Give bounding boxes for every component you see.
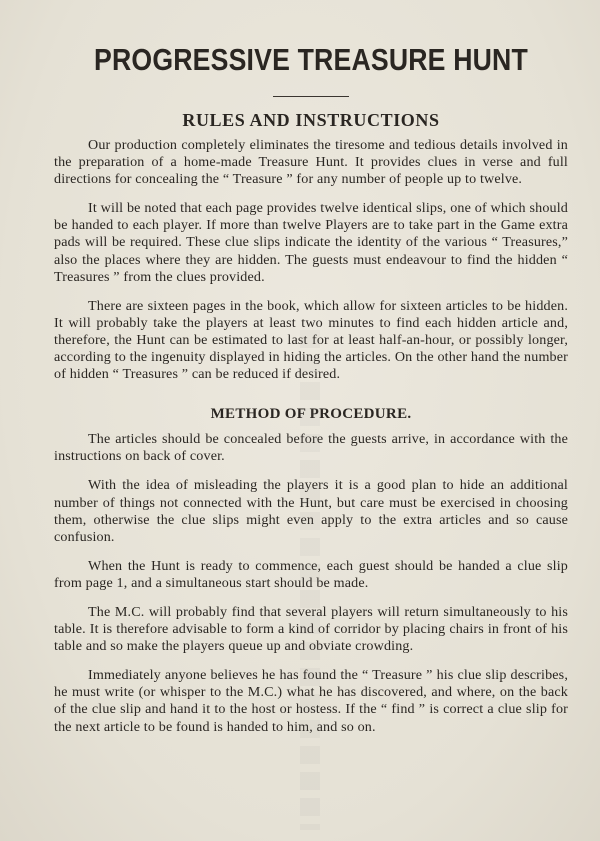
rules-paragraph-3: There are sixteen pages in the book, which allow for sixteen articles to be hidden. It will probably take the players at least two minutes to find each hidden article and, therefore, the Hunt can be estimated to last for at least half-an-hour, or possibly longer, according to the ingenuity displayed in hiding the articles. On the other hand the number of hidden “ Treasures ” can be reduced if desired. (54, 297, 568, 383)
procedure-heading: METHOD OF PROCEDURE. (210, 406, 412, 423)
procedure-paragraph-3: When the Hunt is ready to commence, each guest should be handed a clue slip from page 1, and a simultaneous start should be made. (54, 557, 568, 591)
rules-paragraph-1: Our production completely eliminates the tiresome and tedious details involved in the preparation of a home-made Treasure Hunt. It provides clues in verse and full directions for concealing the “ Treasure ” for any number of people up to twelve. (54, 137, 568, 188)
procedure-paragraph-2: With the idea of misleading the players it is a good plan to hide an additional number of things not connected with the Hunt, but care must be exercised in choosing them, otherwise the clue slips might even apply to the extra articles and so cause confusion. (54, 477, 568, 545)
rules-paragraph-2: It will be noted that each page provides twelve identical slips, one of which should be handed to each player. If more than twelve Players are to take part in the Game extra pads will be required. These clue slips indicate the identity of the various “ Treasures,” also the places where they are hidden. The guests must endeavour to find the hidden “ Treasures ” from the clues provided. (54, 200, 568, 285)
page-title: PROGRESSIVE TREASURE HUNT (94, 42, 528, 77)
procedure-paragraph-5: Immediately anyone believes he has found the “ Treasure ” his clue slip describes, he must write (or whisper to the M.C.) what he has discovered, and where, on the back of the clue slip and hand it to the host or hostess. If the “ find ” is correct a clue slip for the next article to be found is handed to him, and so on. (54, 667, 568, 735)
title-divider (273, 96, 349, 97)
procedure-paragraph-1: The articles should be concealed before the guests arrive, in accordance with the instructions on back of cover. (54, 431, 568, 465)
rules-heading: RULES AND INSTRUCTIONS (182, 110, 440, 130)
faint-watermark (300, 330, 320, 830)
procedure-paragraph-4: The M.C. will probably find that several players will return simultaneously to his table. It is therefore advisable to form a kind of corridor by placing chairs in front of his table and so make the players queue up and obviate crowding. (54, 603, 568, 655)
